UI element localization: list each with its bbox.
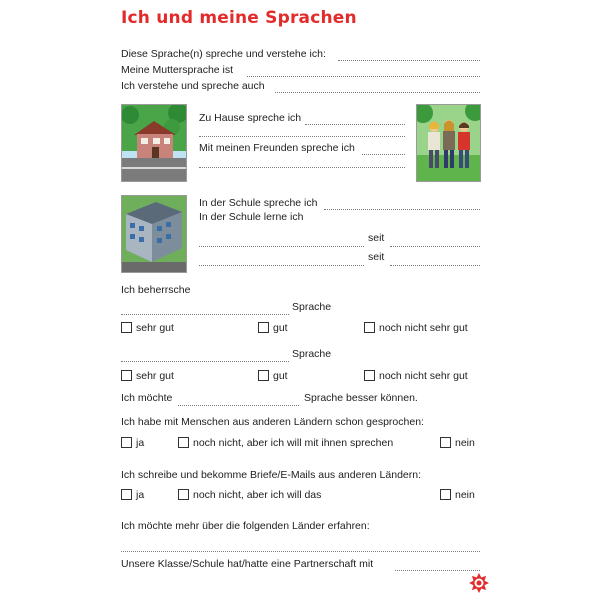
- q2-later-checkbox[interactable]: [178, 489, 189, 500]
- seit-label-2: seit: [368, 251, 385, 263]
- mastery-language-fill-1[interactable]: [121, 305, 289, 315]
- q2-ja-label: ja: [136, 489, 145, 501]
- school-fill-3[interactable]: [199, 256, 364, 266]
- mastery2-gut-label: gut: [273, 370, 288, 382]
- home-fill-1[interactable]: [305, 115, 405, 125]
- seit-label-1: seit: [368, 232, 385, 244]
- mastery2-noch-nicht-label: noch nicht sehr gut: [379, 370, 468, 382]
- mastery-language-fill-2[interactable]: [121, 352, 289, 362]
- mastery2-noch-nicht-checkbox[interactable]: [364, 370, 375, 381]
- friends-picture: [416, 104, 481, 182]
- seit-fill-2[interactable]: [390, 256, 480, 266]
- home-line-1: Zu Hause spreche ich: [199, 112, 302, 124]
- home-fill-2[interactable]: [362, 145, 405, 155]
- intro-fill-1[interactable]: [338, 51, 480, 61]
- school-fill-2[interactable]: [199, 237, 364, 247]
- partnership-fill[interactable]: [395, 561, 480, 571]
- mastery2-gut-checkbox[interactable]: [258, 370, 269, 381]
- q2-later-label: noch nicht, aber ich will das: [193, 489, 322, 501]
- mastery1-noch-nicht-label: noch nicht sehr gut: [379, 322, 468, 334]
- q1-ja-label: ja: [136, 437, 145, 449]
- intro-line-2: Meine Muttersprache ist: [121, 64, 234, 76]
- q2-nein-label: nein: [455, 489, 475, 501]
- mastery-heading: Ich beherrsche: [121, 284, 191, 296]
- school-line-1: In der Schule spreche ich: [199, 197, 318, 209]
- home-fill-1b[interactable]: [199, 127, 405, 137]
- wish-language-fill[interactable]: [178, 396, 299, 406]
- mastery1-gut-checkbox[interactable]: [258, 322, 269, 333]
- partnership-text: Unsere Klasse/Schule hat/hatte eine Partnerschaft mit: [121, 558, 374, 570]
- school-line-2: In der Schule lerne ich: [199, 211, 304, 223]
- countries-question: Ich möchte mehr über die folgenden Länder erfahren:: [121, 520, 370, 532]
- mastery-sprache-1: Sprache: [292, 301, 332, 313]
- countries-fill[interactable]: [121, 542, 480, 552]
- q1-nein-checkbox[interactable]: [440, 437, 451, 448]
- home-line-2: Mit meinen Freunden spreche ich: [199, 142, 355, 154]
- house-picture: [121, 104, 187, 182]
- wish-suffix: Sprache besser können.: [304, 392, 418, 404]
- mastery-sprache-2: Sprache: [292, 348, 332, 360]
- intro-fill-2[interactable]: [247, 67, 480, 77]
- q2-nein-checkbox[interactable]: [440, 489, 451, 500]
- q2-ja-checkbox[interactable]: [121, 489, 132, 500]
- home-fill-2b[interactable]: [199, 158, 405, 168]
- school-fill-1[interactable]: [324, 200, 480, 210]
- page-title: Ich und meine Sprachen: [121, 8, 357, 28]
- star-badge-icon: [469, 573, 489, 593]
- intro-line-1: Diese Sprache(n) spreche und verstehe ich:: [121, 48, 326, 60]
- q1-nein-label: nein: [455, 437, 475, 449]
- q1-ja-checkbox[interactable]: [121, 437, 132, 448]
- seit-fill-1[interactable]: [390, 237, 480, 247]
- mastery1-noch-nicht-checkbox[interactable]: [364, 322, 375, 333]
- school-picture: [121, 195, 187, 273]
- mastery2-sehr-gut-checkbox[interactable]: [121, 370, 132, 381]
- mastery1-sehr-gut-checkbox[interactable]: [121, 322, 132, 333]
- wish-prefix: Ich möchte: [121, 392, 173, 404]
- mastery1-gut-label: gut: [273, 322, 288, 334]
- intro-fill-3[interactable]: [275, 83, 480, 93]
- intro-line-3: Ich verstehe und spreche auch: [121, 80, 265, 92]
- q1-question: Ich habe mit Menschen aus anderen Ländern schon gesprochen:: [121, 416, 424, 428]
- mastery2-sehr-gut-label: sehr gut: [136, 370, 174, 382]
- mastery1-sehr-gut-label: sehr gut: [136, 322, 174, 334]
- q1-later-checkbox[interactable]: [178, 437, 189, 448]
- q2-question: Ich schreibe und bekomme Briefe/E-Mails aus anderen Ländern:: [121, 469, 421, 481]
- q1-later-label: noch nicht, aber ich will mit ihnen sprechen: [193, 437, 394, 449]
